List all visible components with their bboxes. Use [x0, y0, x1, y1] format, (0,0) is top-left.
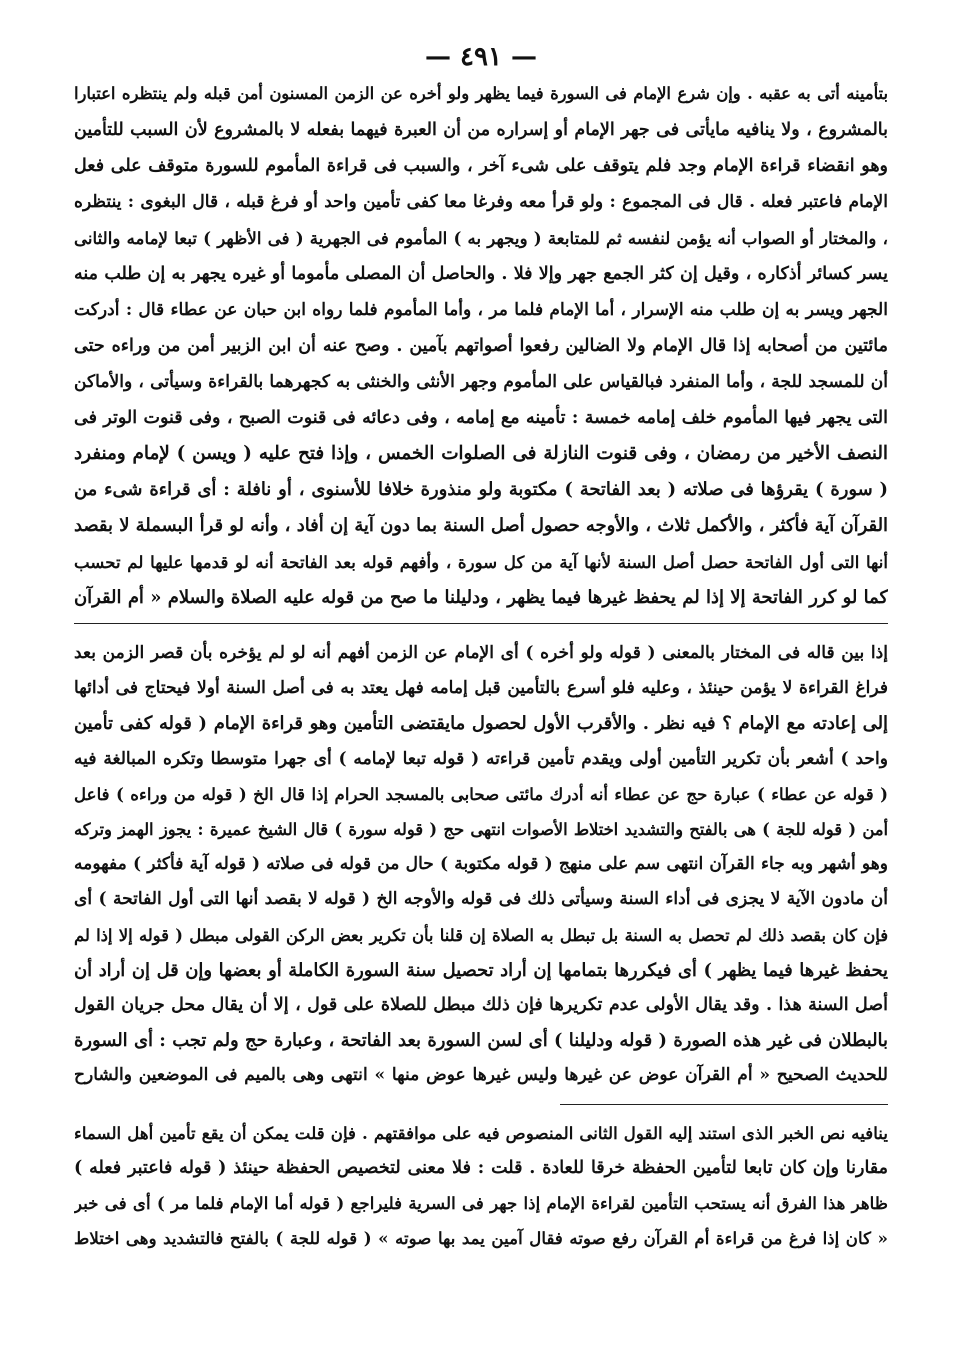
- commentary-line: أن مادون الآية لا يجزى فى أداء السنة وسيأتى ذلك فى قوله والأوجه الخ ( قوله لا بقصد أنها التى أول الفاتحة ) أى: [74, 889, 888, 910]
- footnote-divider: [560, 1104, 888, 1105]
- commentary-line: واحد ) أشعر بأن تكرير التأمين أولى ويقدم تأمين قراءته ( قوله تبعا لإمامه ) أى جهرا متوسطا وتكره المبالغة فيه: [74, 748, 888, 769]
- commentary-line: أصل السنة هذا . وقد يقال الأولى عدم تكريرها فإن ذلك مبطل للصلاة على قول ، إلا أن يقال محل جريان القول: [74, 994, 888, 1015]
- commentary-line: وهو أشهر وبه جاء القرآن انتهى سم على منهج ( قوله مكتوبة ) حال من قوله فى صلاته ( قوله آية فأكثر ) مفهومه: [74, 854, 888, 875]
- commentary-line: للحديث الصحيح « أم القرآن عوض عن غيرها وليس غيرها عوض منها » انتهى وهى بالميم فى الموضعين والشارح: [74, 1065, 888, 1086]
- commentary-line: فإن كان بقصد ذلك لم تحصل به السنة بل تبطل به الصلاة إن قلنا بأن تكرير بعض الركن القولى مبطل ( قوله إلا إذا لم: [74, 925, 888, 945]
- footnote-line: مقارنا وإن كان تابعا لتأمين الحفظة خرقا للعادة . قلت : فلا معنى لتخصيص الحفظة حينئذ ( قوله فاعتبر فعله ): [74, 1158, 888, 1178]
- commentary-line: ( قوله عن عطاء ) عبارة حج عن عطاء أنه أدرك مائتى صحابى بالمسجد الحرام إذا قال الخ ( قوله من وراءه ) فاعل: [74, 783, 888, 804]
- commentary-block: [74, 636, 888, 1093]
- section-divider: [74, 623, 888, 624]
- main-line: ( سورة ) يقرؤها فى صلاته ( بعد الفاتحة ) مكتوبة ولو منذورة خلافا للأسنوى ، أو نافلة : أى قراءة شىء من: [74, 479, 888, 500]
- page-number: — ٤٩١ —: [424, 42, 538, 72]
- main-text-block: [74, 76, 888, 616]
- footnote-line: ظاهر هذا الفرق أنه يستحب التأمين لقراءة الإمام إذا جهر فى السرية فليراجع ( قوله أما الإمام فلما مر ) أى فى خبر: [74, 1193, 888, 1213]
- commentary-line: يحفظ غيرها فيما يظهر ) أى فيكررها بتمامها إن أراد تحصيل سنة السورة الكاملة أو بعضها وإن قل إن أراد أن: [74, 959, 888, 981]
- main-line: مائتين من أصحابه إذا قال الإمام ولا الضالين رفعوا أصواتهم بآمين . وصح عنه أن ابن الزبير أمن من وراءه حتى: [74, 336, 888, 356]
- main-line: الجهر ويسر به إن طلب منه الإسرار ، أما الإمام فلما مر ، وأما المأموم فلما رواه ابن حبان عن عطاء قال : أدركت: [74, 300, 888, 320]
- commentary-line: فراغ القراءة لا يؤمن حينئذ ، وعليه فلو أسرع بالتأمين قبل إمامه فهل يعتد به فى أصل السنة أولا فيحتاج فى أدائها: [74, 678, 888, 699]
- footnote-line: ينافيه نص الخبر الذى استند إليه القول الثانى المنصوص فيه على موافقتهم . فإن قلت يمكن أن يقع تأمين أهل السماء: [74, 1123, 888, 1143]
- main-line: أنها التى أول الفاتحة حصل أصل السنة لأنها آية من كل سورة ، وأفهم قوله بعد الفاتحة أنه لو قدمها عليها لم تحسب: [74, 552, 888, 572]
- commentary-line: إلى إعادته مع الإمام ؟ فيه نظر . والأقرب الأول لحصول مايقتضى التأمين وهو قراءة الإمام ( قوله كفى تأمين: [74, 713, 888, 735]
- main-line: ، والمختار أو الصواب أنه يؤمن لنفسه ثم للمتابعة ( ويجهر به ) المأموم فى الجهرية ( فى الأظهر ) تبعا لإمامه والثانى: [74, 228, 888, 248]
- footnote-block: [74, 1116, 888, 1256]
- main-line: بالمشروع ، ولا ينافيه مايأتى فى جهر الإمام أو إسراره من أن العبرة فيهما بفعله لا بالمشروع لأن السبب للتأمين: [74, 120, 888, 140]
- main-line: يسر كسائر أذكاره ، وقيل إن كثر الجمع جهر وإلا فلا . والحاصل أن المصلى مأموما أو غيره يجهر به إن طلب منه: [74, 264, 888, 284]
- main-line: الإمام فاعتبر فعله . قال فى المجموع : ولو قرأ معه وفرغا معا كفى تأمين واحد أو فرغ قبله ، قال البغوى : ينتظره: [74, 192, 888, 212]
- main-line: كما لو كرر الفاتحة إلا إذا لم يحفظ غيرها فيما يظهر ، ودليلنا ما صح من قوله عليه الصلاة والسلام « أم القرآن: [74, 587, 888, 608]
- commentary-line: بالبطلان فى غير هذه الصورة ( قوله ودليلنا ) أى لسن السورة بعد الفاتحة ، وعبارة حج ولم تجب : أى السورة: [74, 1030, 888, 1052]
- main-line: القرآن آية فأكثر ، والأكمل ثلاث ، والأوجه حصول أصل السنة بما دون آية إن أفاد ، وأنه لو قرأ البسملة لا بقصد: [74, 515, 888, 536]
- main-line: بتأمينه أتى به عقبه . وإن شرع الإمام فى السورة فيما يظهر ولو أخره عن الزمن المسنون أمن قبله ولم ينتظره اعتبارا: [74, 84, 888, 103]
- footnote-line: « كان إذا فرغ من قراءة أم القرآن رفع صوته فقال آمين يمد بها صوته » ( قوله للجة ) بالفتح فالتشديد وهى اختلاط: [74, 1228, 888, 1248]
- commentary-line: أمن ( قوله للجة ) هى بالفتح والتشديد اختلاط الأصوات انتهى حج ( قوله سورة ) قال الشيخ عميرة : يجوز الهمز وتركه: [74, 819, 888, 839]
- main-line: النصف الأخير من رمضان ، وفى قنوت النازلة فى الصلوات الخمس ، وإذا فتح عليه ( ويسن ) لإمام ومنفرد: [74, 443, 888, 464]
- main-line: التى يجهر فيها المأموم خلف إمامه خمسة : تأمينه مع إمامه ، وفى دعائه فى قنوت الصبح ، وفى قنوت الوتر فى: [74, 408, 888, 428]
- commentary-line: إذا بين قاله فى المختار بالمعنى ( قوله ولو أخره ) أى الإمام عن الزمن أفهم أنه لو لم يؤخره بأن قصر الزمن بعد: [74, 643, 888, 663]
- main-line: أن للمسجد للجة ، وأما المنفرد فبالقياس على المأموم وجهر الأنثى والخنثى به كجهرهما بالقراءة وسيأتى ، والأماكن: [74, 372, 888, 392]
- main-line: وهو انقضاء قراءة الإمام وجد فلم يتوقف على شىء آخر ، والسبب فى قراءة المأموم للسورة متوقف على فعل: [74, 156, 888, 176]
